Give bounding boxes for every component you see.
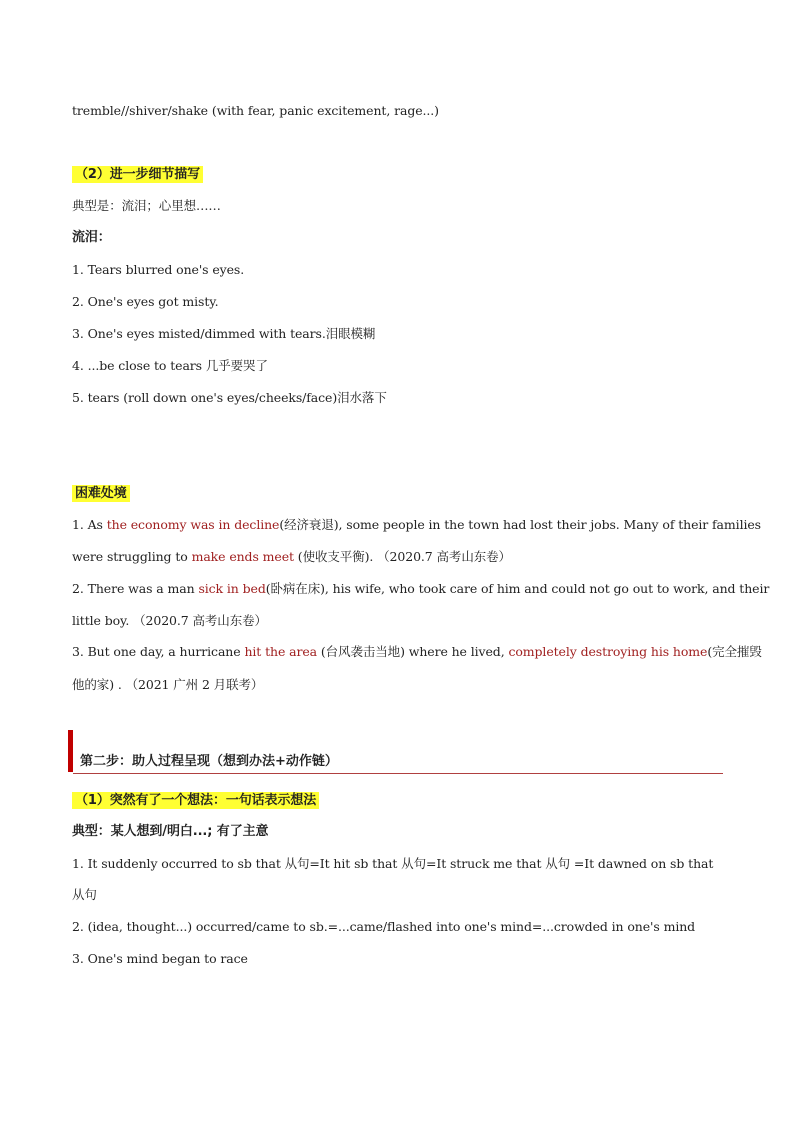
idea-item-3: 3. One's mind began to race bbox=[72, 951, 248, 966]
step-2-title: 第二步：助人过程呈现（想到办法+动作链） bbox=[80, 754, 338, 769]
section-2-heading: （2）进一步细节描写 bbox=[72, 166, 203, 183]
hardship-item-2-line-2: little boy. （2020.7 高考山东卷） bbox=[72, 613, 267, 628]
tears-item-3: 3. One's eyes misted/dimmed with tears.泪眼模糊 bbox=[72, 326, 376, 341]
idea-item-1-line-2: 从句 bbox=[72, 887, 97, 902]
hardship-item-2-line-1: 2. There was a man sick in bed(卧病在床), his wife, who took care of him and could not go out to work, and their bbox=[72, 581, 770, 596]
tears-item-1: 1. Tears blurred one's eyes. bbox=[72, 262, 245, 277]
hardship-item-3-line-2: 他的家) . （2021 广州 2 月联考） bbox=[72, 677, 264, 692]
idea-item-2: 2. (idea, thought...) occurred/came to sb.=...came/flashed into one's mind=...crowded in one's mind bbox=[72, 919, 696, 934]
tears-label: 流泪： bbox=[72, 230, 111, 245]
idea-item-1-line-1: 1. It suddenly occurred to sb that 从句=It hit sb that 从句=It struck me that 从句 =It dawned on sb that bbox=[72, 856, 714, 871]
section-2-typical: 典型是：流泪；心里想…… bbox=[72, 198, 221, 213]
tears-item-2: 2. One's eyes got misty. bbox=[72, 294, 219, 309]
step-2-accent-bar bbox=[68, 730, 73, 772]
hardship-heading: 困难处境 bbox=[72, 485, 130, 502]
hardship-item-3-line-1: 3. But one day, a hurricane hit the area (台风袭击当地) where he lived, completely destroying his home(完全摧毁 bbox=[72, 644, 762, 659]
step-2-divider bbox=[73, 773, 723, 774]
idea-heading: （1）突然有了一个想法：一句话表示想法 bbox=[72, 792, 319, 809]
hardship-item-1-line-1: 1. As the economy was in decline(经济衰退), some people in the town had lost their jobs. Many of their families bbox=[72, 517, 761, 532]
tears-item-4: 4. ...be close to tears 几乎要哭了 bbox=[72, 358, 268, 373]
shake-phrase-line: tremble//shiver/shake (with fear, panic excitement, rage...) bbox=[72, 103, 439, 118]
tears-item-5: 5. tears (roll down one's eyes/cheeks/face)泪水落下 bbox=[72, 390, 387, 405]
idea-typical: 典型：某人想到/明白...; 有了主意 bbox=[72, 824, 269, 839]
hardship-item-1-line-2: were struggling to make ends meet (使收支平衡). （2020.7 高考山东卷） bbox=[72, 549, 511, 564]
